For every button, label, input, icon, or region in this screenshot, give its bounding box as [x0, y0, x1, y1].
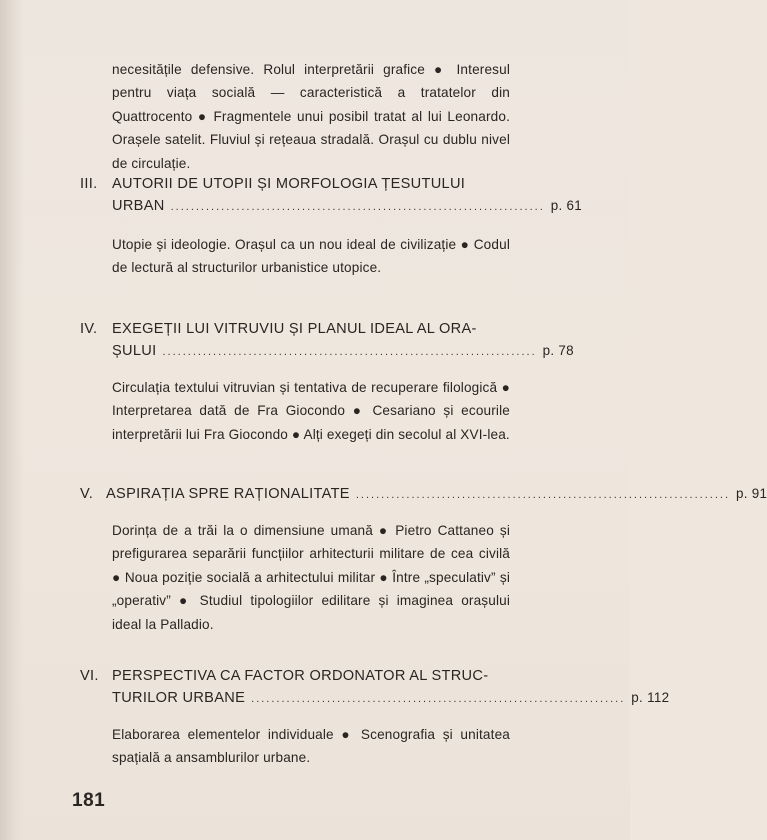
section-5-summary: Dorința de a trăi la o dimensiune umană ● Pietro Cattaneo și prefigurarea separării funcțiilor arhitecturii militare de cea civilă ● Noua poziție socială a arhitectului militar ● Între „speculativ” și „operativ” ● Studiul tipologiilor edilitare și imaginea orașului ideal la Palladio. [112, 523, 510, 632]
section-title-line1: EXEGEȚII LUI VITRUVIU ȘI PLANUL IDEAL AL ORA- [112, 321, 477, 337]
section-4-summary: Circulația textului vitruvian și tentativa de recuperare filologică ● Interpretarea dată de Fra Giocondo ● Cesariano și ecourile interpretării lui Fra Giocondo ● Alți exegeți din secolul al XVI-lea. [112, 380, 510, 442]
leader-dots: .......................................................................... [170, 201, 545, 213]
section-title-line2: TURILOR URBANE [112, 690, 246, 706]
page-number: 181 [72, 790, 106, 811]
page-binding-shadow [0, 0, 24, 840]
section-3-title [80, 173, 583, 218]
leader-dots: .......................................................................... [355, 489, 730, 501]
section-page-ref: p. 61 [550, 198, 583, 213]
leader-dots: .......................................................................... [251, 693, 626, 705]
section-page-ref: p. 78 [542, 343, 574, 358]
section-title-line1: AUTORII DE UTOPII ȘI MORFOLOGIA ȚESUTULUI [112, 176, 466, 192]
intro-paragraph: necesitățile defensive. Rolul interpretării grafice ● Interesul pentru viața socială — caracteristică a tratatelor din Quattrocento ● Fragmentele unui posibil tratat al lui Leonardo. Orașele satelit. Fluviul și rețeaua stradală. Orașul cu dublu nivel de circulație. [112, 62, 510, 171]
section-4-title [80, 318, 574, 363]
section-number: IV. [80, 321, 98, 337]
section-3-summary: Utopie și ideologie. Orașul ca un nou ideal de civilizație ● Codul de lectură al structurilor urbanistice utopice. [112, 237, 510, 276]
section-page-ref: p. 112 [631, 690, 670, 705]
section-title-line2: URBAN [112, 198, 165, 214]
section-number: V. [80, 486, 94, 502]
section-title-line1: PERSPECTIVA CA FACTOR ORDONATOR AL STRUC- [112, 668, 489, 684]
section-page-ref: p. 91 [736, 486, 767, 501]
section-title-line2: ȘULUI [112, 343, 157, 359]
leader-dots: .......................................................................... [162, 346, 537, 358]
section-5-title [80, 483, 767, 506]
section-title-line1: ASPIRAȚIA SPRE RAȚIONALITATE [106, 486, 350, 502]
section-6-summary: Elaborarea elementelor individuale ● Scenografia și unitatea spațială a ansamblurilor urbane. [112, 727, 510, 766]
section-number: VI. [80, 668, 99, 684]
section-number: III. [80, 176, 98, 192]
section-6-title [80, 665, 670, 710]
